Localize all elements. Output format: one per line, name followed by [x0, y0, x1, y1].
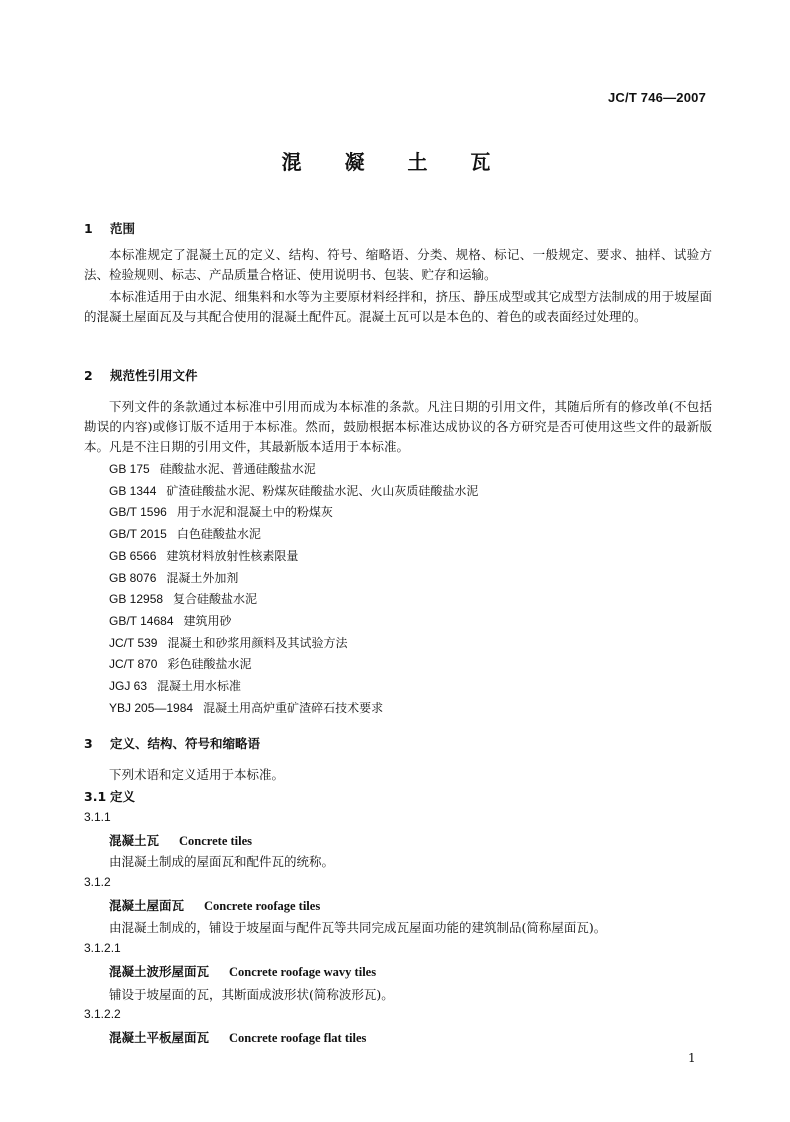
reference-title: 彩色硅酸盐水泥	[167, 657, 252, 671]
reference-item	[109, 461, 316, 477]
reference-item	[109, 526, 261, 542]
section-title: 范围	[110, 221, 136, 236]
clause-number: 3.1.2.2	[84, 1007, 121, 1021]
standard-number: JC/T 746—2007	[608, 90, 706, 105]
section-number: 2	[84, 368, 93, 383]
reference-code: GB 175	[109, 462, 150, 476]
reference-item	[109, 483, 478, 499]
section-1-paragraph-2: 本标准适用于由水泥、细集料和水等为主要原材料经拌和，挤压、静压成型或其它成型方法制成的用于坡屋面的混凝土屋面瓦及与其配合使用的混凝土配件瓦。混凝土瓦可以是本色的、着色的或表面经过处理的。	[84, 289, 712, 324]
section-title: 规范性引用文件	[110, 368, 198, 383]
reference-title: 混凝土用水标准	[157, 679, 242, 693]
reference-title: 矿渣硅酸盐水泥、粉煤灰硅酸盐水泥、火山灰质硅酸盐水泥	[166, 484, 479, 498]
reference-item	[109, 700, 383, 716]
term-chinese: 混凝土平板屋面瓦	[109, 1030, 210, 1045]
reference-title: 白色硅酸盐水泥	[176, 527, 261, 541]
reference-item	[109, 548, 298, 564]
reference-item	[109, 678, 241, 694]
section-1-paragraph-1: 本标准规定了混凝土瓦的定义、结构、符号、缩略语、分类、规格、标记、一般规定、要求、抽样、试验方法、检验规则、标志、产品质量合格证、使用说明书、包装、贮存和运输。	[84, 247, 712, 282]
term-english: Concrete tiles	[179, 834, 253, 848]
reference-code: GB/T 1596	[109, 505, 167, 519]
section-2-paragraph: 下列文件的条款通过本标准中引用而成为本标准的条款。凡注日期的引用文件，其随后所有的修改单(不包括勘误的内容)或修订版不适用于本标准。然而，鼓励根据本标准达成协议的各方研究是否可使用这些文件的最新版本。凡是不注日期的引用文件，其最新版本适用于本标准。	[84, 399, 712, 454]
term-chinese: 混凝土波形屋面瓦	[109, 964, 210, 979]
term-english: Concrete roofage flat tiles	[229, 1031, 367, 1045]
term-entry	[109, 1028, 366, 1046]
term-definition: 由混凝土制成的屋面瓦和配件瓦的统称。	[109, 854, 335, 869]
page-number: 1	[688, 1051, 696, 1065]
reference-title: 建筑用砂	[183, 614, 232, 628]
reference-title: 混凝土和砂浆用颜料及其试验方法	[167, 636, 348, 650]
reference-title: 硅酸盐水泥、普通硅酸盐水泥	[159, 462, 316, 476]
reference-code: GB 1344	[109, 484, 157, 498]
reference-code: JC/T 539	[109, 636, 158, 650]
reference-title: 混凝土外加剂	[166, 571, 239, 585]
reference-code: GB/T 2015	[109, 527, 167, 541]
term-definition: 铺设于坡屋面的瓦，其断面成波形状(简称波形瓦)。	[109, 987, 394, 1002]
section-3-intro: 下列术语和定义适用于本标准。	[109, 767, 285, 782]
reference-code: YBJ 205—1984	[109, 701, 194, 715]
term-english: Concrete roofage tiles	[204, 899, 321, 913]
term-english: Concrete roofage wavy tiles	[229, 965, 377, 979]
clause-number: 3.1.2.1	[84, 941, 121, 955]
term-entry	[109, 831, 252, 849]
reference-item	[109, 591, 257, 607]
subsection-title: 定义	[110, 789, 136, 804]
reference-title: 复合硅酸盐水泥	[173, 592, 258, 606]
subsection-3-1-heading	[84, 787, 135, 805]
term-definition: 由混凝土制成的，铺设于坡屋面与配件瓦等共同完成瓦屋面功能的建筑制品(简称屋面瓦)。	[109, 920, 607, 935]
reference-item	[109, 504, 333, 520]
reference-code: GB 6566	[109, 549, 157, 563]
section-number: 3	[84, 736, 93, 751]
term-chinese: 混凝土屋面瓦	[109, 898, 185, 913]
reference-code: JGJ 63	[109, 679, 148, 693]
reference-title: 用于水泥和混凝土中的粉煤灰	[176, 505, 333, 519]
reference-code: GB/T 14684	[109, 614, 174, 628]
reference-item	[109, 635, 347, 651]
reference-item	[109, 656, 251, 672]
reference-title: 混凝土用高炉重矿渣碎石技术要求	[203, 701, 384, 715]
section-title: 定义、结构、符号和缩略语	[110, 736, 261, 751]
reference-code: GB 8076	[109, 571, 157, 585]
section-3-heading	[84, 734, 260, 752]
term-chinese: 混凝土瓦	[109, 833, 160, 848]
clause-number: 3.1.2	[84, 875, 111, 889]
reference-title: 建筑材料放射性核素限量	[166, 549, 299, 563]
reference-item	[109, 570, 238, 586]
term-entry	[109, 962, 376, 980]
clause-number: 3.1.1	[84, 810, 111, 824]
document-title: 混 凝 土 瓦	[281, 150, 509, 174]
section-1-heading	[84, 219, 135, 237]
reference-code: GB 12958	[109, 592, 164, 606]
subsection-number: 3.1	[84, 789, 107, 804]
term-entry	[109, 896, 320, 914]
section-2-heading	[84, 366, 198, 384]
reference-item	[109, 613, 232, 629]
reference-code: JC/T 870	[109, 657, 158, 671]
section-number: 1	[84, 221, 93, 236]
